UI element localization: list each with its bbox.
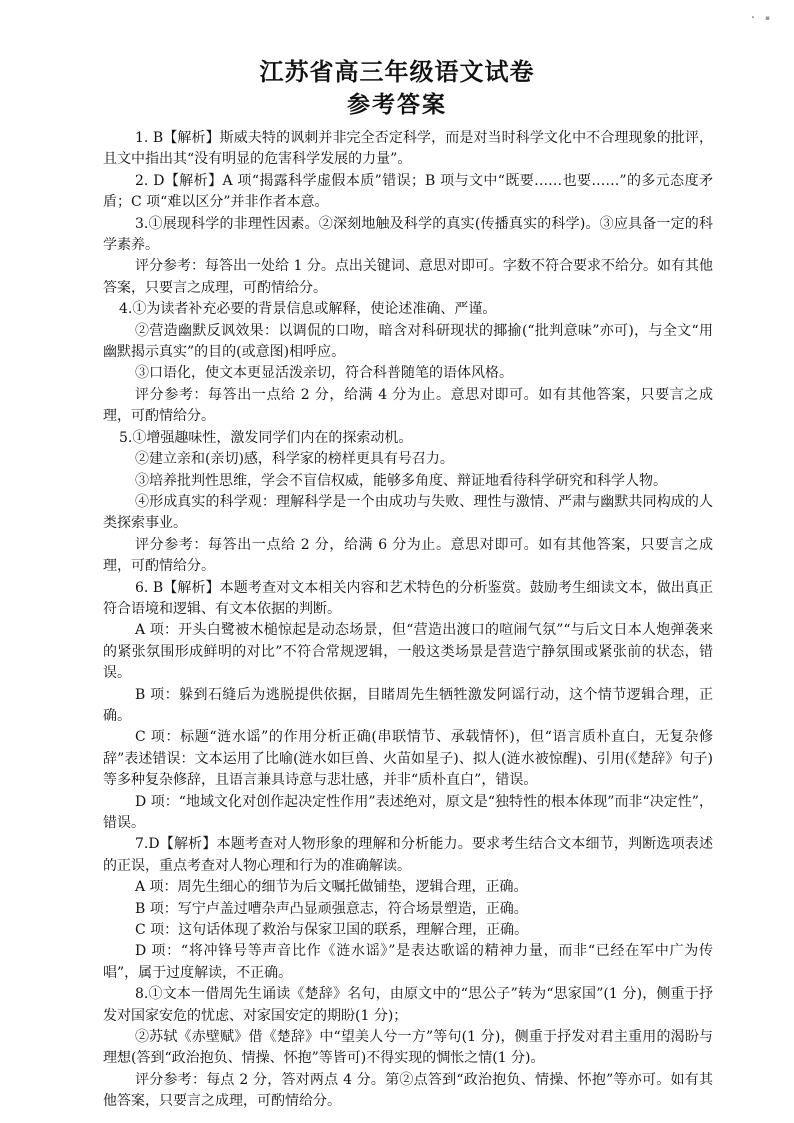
answer-6-option-b: B 项：躲到石缝后为逃脱提供依据，目睹周先生牺牲激发阿谣行动，这个情节逻辑合理，正确。: [103, 686, 713, 724]
scoring-note-8: 评分参考：每点 2 分，答对两点 4 分。第②点答到“政治抱负、情操、怀抱”等亦可。如有其他答案，只要言之成理，可酌情给分。: [103, 1071, 713, 1110]
answer-2: 2. D【解析】A 项“揭露科学虚假本质”错误；B 项与文中“既要……也要……”的多元态度矛盾；C 项“难以区分”并非作者本意。: [103, 172, 713, 211]
scoring-note-5: 评分参考：每答出一点给 2 分，给满 6 分为止。意思对即可。如有其他答案，只要言之成理，可酌情给分。: [103, 536, 713, 575]
answer-1: 1. B【解析】斯威夫特的讽刺并非完全否定科学，而是对当时科学文化中不合理现象的批评，且文中指出其“没有明显的危害科学发展的力量”。: [103, 130, 713, 168]
answer-8: 8.①文本一借周先生诵读《楚辞》名句，由原文中的“思公子”转为“思家国”(1 分)，侧重于抒发对国家安危的忧虑、对家国安定的期盼(1 分)；: [103, 986, 713, 1024]
answer-content: [103, 128, 713, 1113]
answer-4: 4.①为读者补充必要的背景信息或解释，使论述准确、严谨。: [119, 301, 497, 318]
answer-6-option-a: A 项：开头白鹭被木槌惊起是动态场景，但“营造出渡口的喧闹气氛”“与后文日本人炮弹袭来的紧张氛围形成鲜明的对比”不符合常规逻辑，一般这类场景是营造宁静氛围或紧张前的状态，错误。: [103, 622, 713, 682]
answer-4-point-3: ③口语化，使文本更显活泼亲切，符合科普随笔的语体风格。: [135, 365, 513, 382]
corner-mark: • ▪: [750, 14, 774, 22]
answer-7-option-a: A 项：周先生细心的细节为后文嘱托做铺垫，逻辑合理，正确。: [135, 879, 528, 896]
answer-6-option-d: D 项：“地域文化对创作起决定性作用”表述绝对，原文是“独特性的根本体现”而非“决定性”，错误。: [103, 793, 713, 831]
answer-7-option-d: D 项：“将冲锋号等声音比作《涟水谣》”是表达歌谣的精神力量，而非“已经在军中广为传唱”，属于过度解读，不正确。: [103, 943, 713, 981]
scoring-note-4: 评分参考：每答出一点给 2 分，给满 4 分为止。意思对即可。如有其他答案，只要言之成理，可酌情给分。: [103, 386, 713, 425]
answer-6: 6. B【解析】本题考查对文本相关内容和艺术特色的分析鉴赏。鼓励考生细读文本，做出真正符合语境和逻辑、有文本依据的判断。: [103, 579, 713, 617]
page-subtitle: 参考答案: [347, 91, 447, 118]
answer-6-option-c: C 项：标题“涟水谣”的作用分析正确(串联情节、承载情怀)，但“语言质朴直白，无复杂修辞”表述错误：文本运用了比喻(涟水如巨兽、火苗如星子)、拟人(涟水被惊醒)、引用(《楚辞》句子)等多种复杂修辞，且语言兼具诗意与悲壮感，并非“质朴直白”，错误。: [103, 729, 713, 789]
answer-7-option-b: B 项：写宁卢盖过嘈杂声凸显顽强意志，符合场景塑造，正确。: [135, 900, 528, 917]
answer-5-point-3: ③培养批判性思维，学会不盲信权威，能够多角度、辩证地看待科学研究和科学人物。: [135, 472, 667, 489]
answer-7-option-c: C 项：这句话体现了救治与保家卫国的联系，理解合理，正确。: [135, 922, 529, 939]
answer-3: 3.①展现科学的非理性因素。②深刻地触及科学的真实(传播真实的科学)。③应具备一定的科学素养。: [103, 215, 713, 254]
answer-7: 7.D【解析】本题考查对人物形象的理解和分析能力。要求考生结合文本细节，判断选项表述的正误，重点考查对人物心理和行为的准确解读。: [103, 836, 713, 874]
answer-4-point-2: ②营造幽默反讽效果：以调侃的口吻，暗含对科研现状的揶揄(“批判意味”亦可)，与全文“用幽默揭示真实”的目的(或意图)相呼应。: [103, 322, 713, 361]
scoring-note-3: 评分参考：每答出一处给 1 分。点出关键词、意思对即可。字数不符合要求不给分。如有其他答案，只要言之成理，可酌情给分。: [103, 258, 713, 296]
answer-5: 5.①增强趣味性，激发同学们内在的探索动机。: [119, 429, 413, 446]
page-title: 江苏省高三年级语文试卷: [259, 57, 535, 86]
answer-5-point-4: ④形成真实的科学观：理解科学是一个由成功与失败、理性与激情、严肃与幽默共同构成的人类探索事业。: [103, 493, 713, 532]
answer-8-point-2: ②苏轼《赤壁赋》借《楚辞》中“望美人兮一方”等句(1 分)，侧重于抒发对君主重用的渴盼与理想(答到“政治抱负、情操、怀抱”等皆可)不得实现的惆怅之情(1 分)。: [103, 1029, 713, 1067]
answer-5-point-2: ②建立亲和(亲切)感，科学家的榜样更具有号召力。: [135, 451, 454, 468]
